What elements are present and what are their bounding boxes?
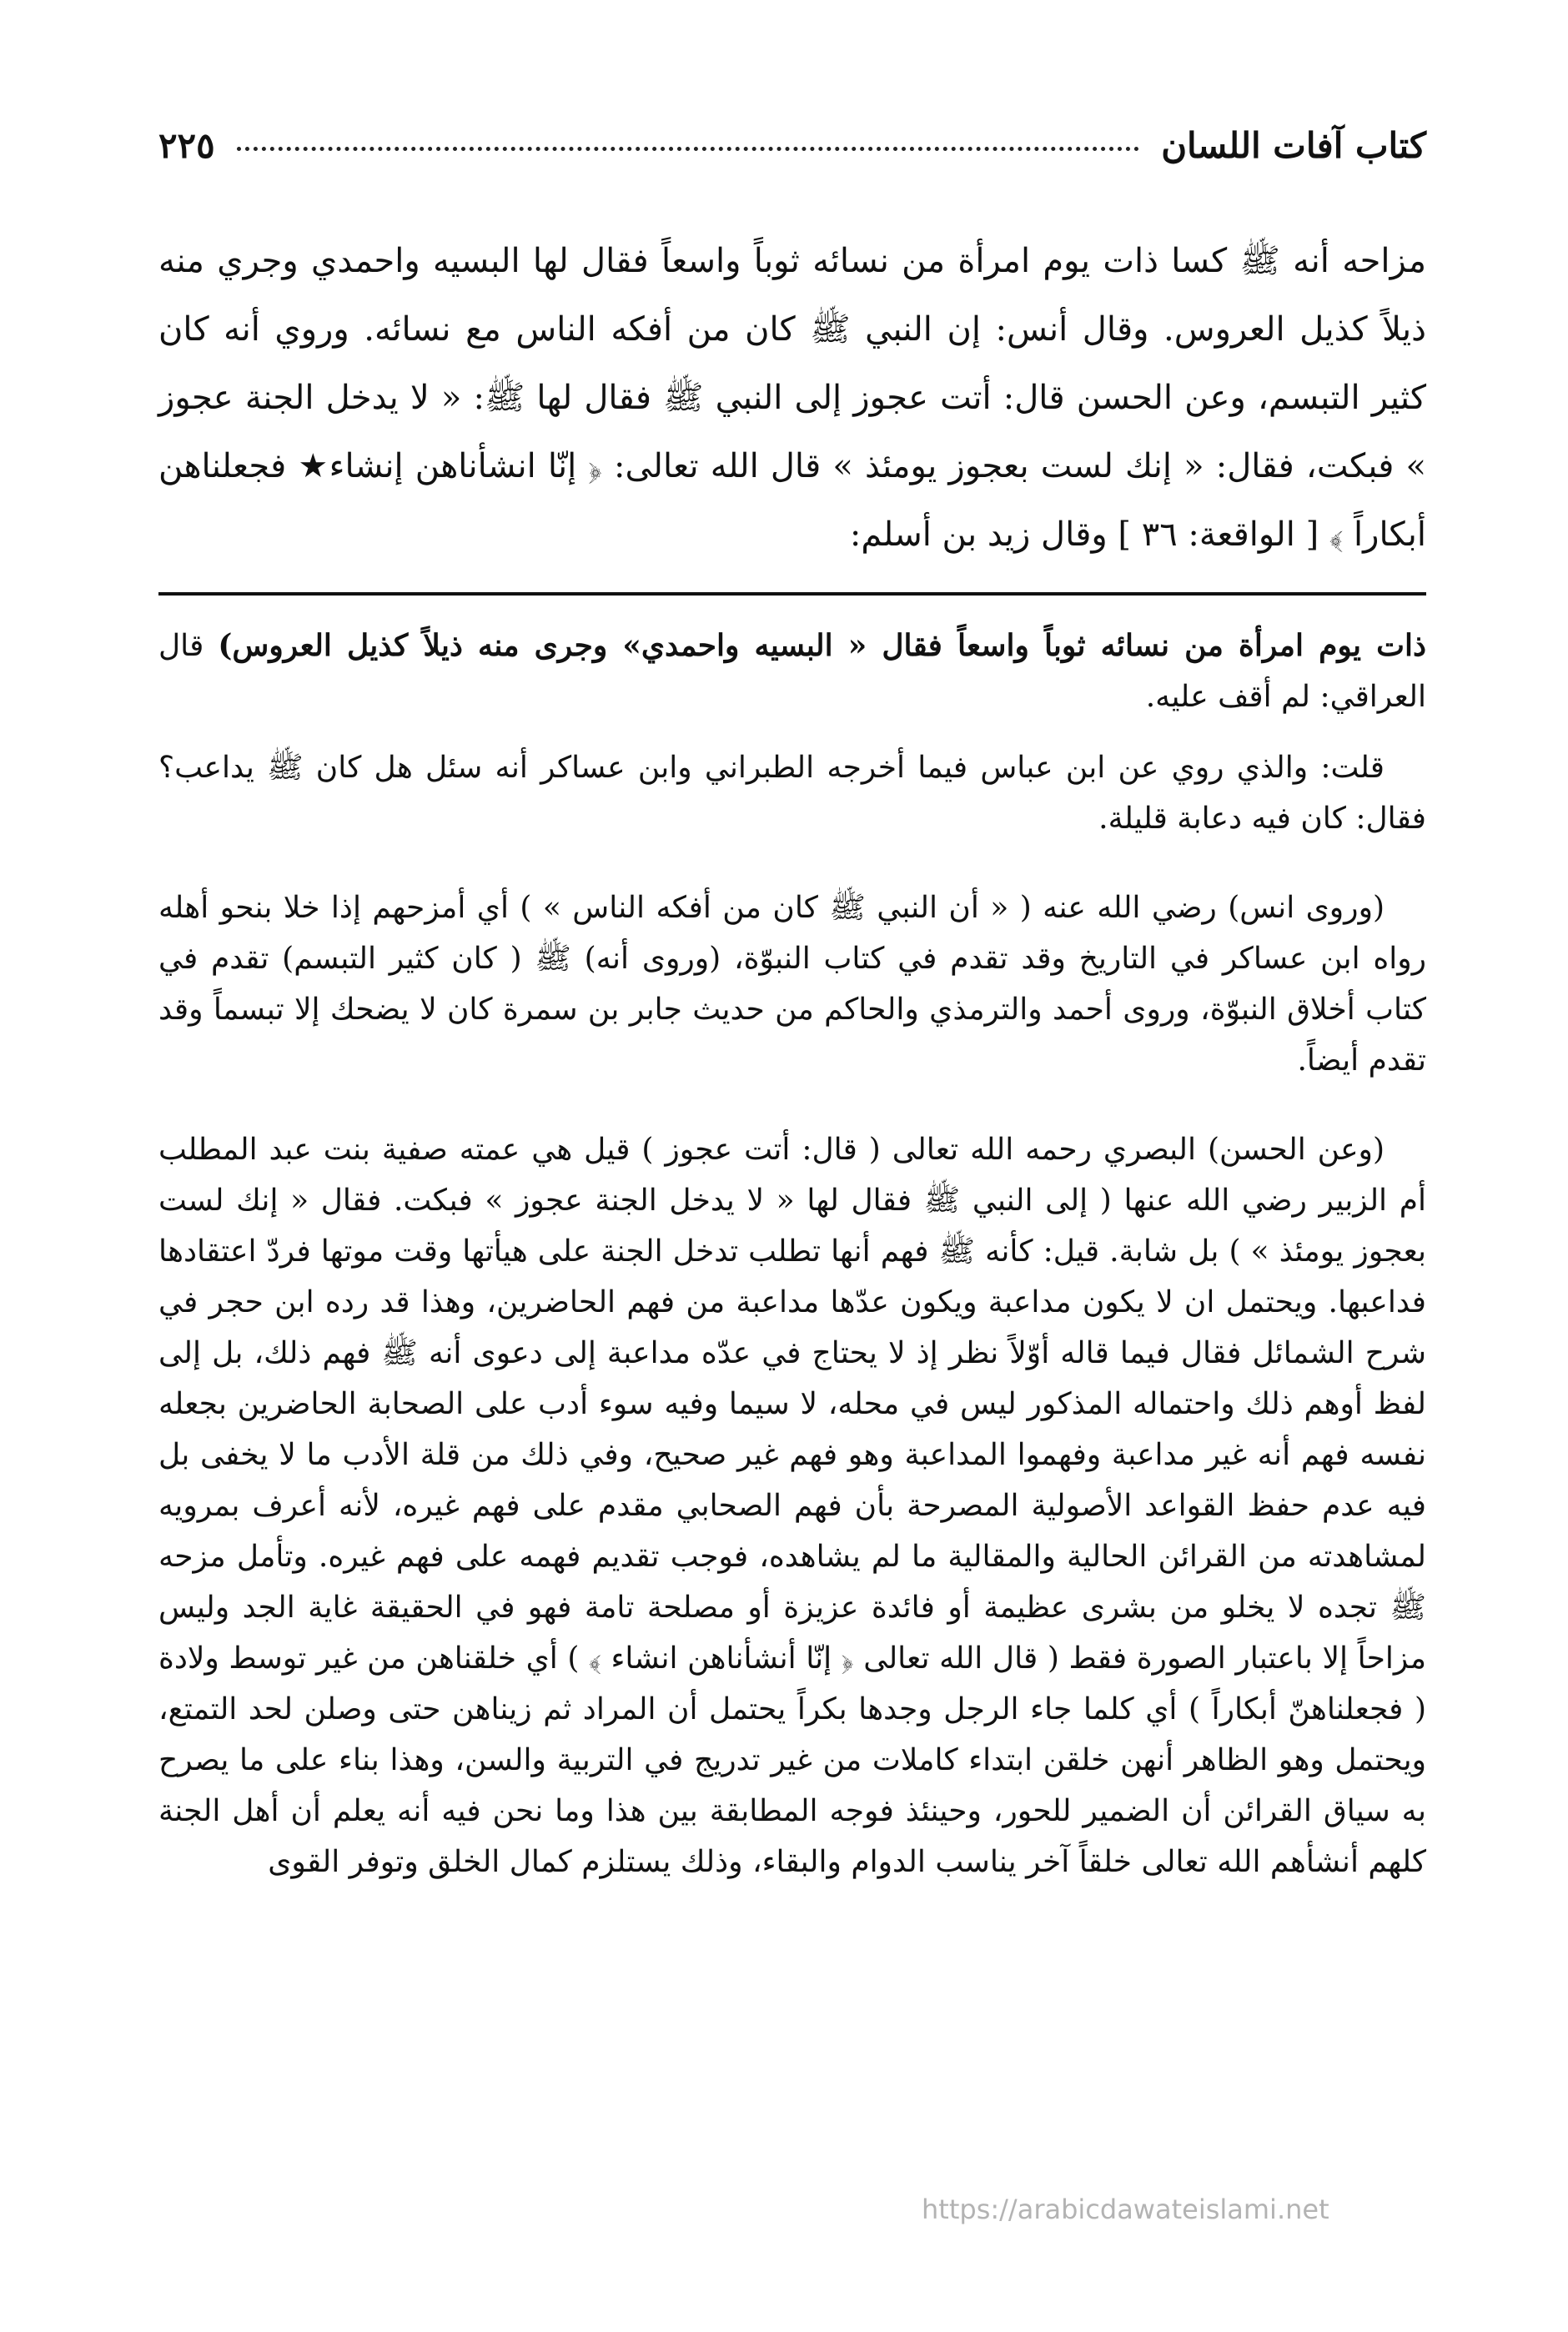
commentary-paragraph-3: (وروى انس) رضي الله عنه ( « أن النبي ﷺ كان من أفكه الناس » ) أي أمزحهم إذا خلا بنحو أهله رواه ابن عساكر في التاريخ وقد تقدم في كتاب النبوّة، (وروى أنه) ﷺ ( كان كثير التبسم) تقدم في كتاب أخلاق النبوّة، وروى أحمد والترمذي والحاكم من حديث جابر بن سمرة كان لا يضحك إلا تبسماً وقد تقدم أيضاً. bbox=[158, 891, 1426, 1078]
commentary-paragraph-1 bbox=[158, 621, 1426, 722]
commentary-paragraph-4: (وعن الحسن) البصري رحمه الله تعالى ( قال: أتت عجوز ) قيل هي عمته صفية بنت عبد المطلب أم الزبير رضي الله عنها ( إلى النبي ﷺ فقال لها « لا يدخل الجنة عجوز » فبكت. فقال « إنك لست بعجوز يومئذ » ) بل شابة. قيل: كأنه ﷺ فهم أنها تطلب تدخل الجنة على هيأتها وقت موتها فردّ اعتقادها فداعبها. ويحتمل ان لا يكون مداعبة ويكون عدّها مداعبة من فهم الحاضرين، وهذا قد رده ابن حجر في شرح الشمائل فقال فيما قاله أوّلاً نظر إذ لا يحتاج في عدّه مداعبة إلى دعوى أنه ﷺ فهم ذلك، بل إلى لفظ أوهم ذلك واحتماله المذكور ليس في محله، لا سيما وفيه سوء أدب على الصحابة الحاضرين بجعله نفسه فهم أنه غير مداعبة وفهموا المداعبة وهو فهم غير صحيح، وفي ذلك من قلة الأدب ما لا يخفى بل فيه عدم حفظ القواعد الأصولية المصرحة بأن فهم الصحابي مقدم على فهم غيره، لأنه أعرف بمرويه لمشاهدته من القرائن الحالية والمقالية ما لم يشاهده، فوجب تقديم فهمه على فهم غيره. وتأمل مزحه ﷺ تجده لا يخلو من بشرى عظيمة أو فائدة عزيزة أو مصلحة تامة فهو في الحقيقة غاية الجد وليس مزاحاً إلا باعتبار الصورة فقط ( قال الله تعالى ﴿ إنّا أنشأناهن انشاء ﴾ ) أي خلقناهن من غير توسط ولادة ( فجعلناهنّ أبكاراً ) أي كلما جاء الرجل وجدها بكراً يحتمل أن المراد ثم زيناهن حتى وصلن لحد التمتع، ويحتمل وهو الظاهر أنهن خلقن ابتداء كاملات من غير تدريج في التربية والسن، وهذا بناء على ما يصرح به سياق القرائن أن الضمير للحور، وحينئذ فوجه المطابقة بين هذا وما نحن فيه أنه يعلم أن أهل الجنة كلهم أنشأهم الله تعالى خلقاً آخر يناسب الدوام والبقاء، وذلك يستلزم كمال الخلق وتوفر القوى bbox=[158, 1133, 1427, 1879]
book-page bbox=[158, 125, 1426, 2260]
watermark-url: https://arabicdawateislami.net bbox=[922, 2194, 1329, 2225]
commentary bbox=[158, 621, 1426, 1887]
main-text bbox=[158, 227, 1426, 569]
commentary-paragraph-2: قلت: والذي روي عن ابن عباس فيما أخرجه الطبراني وابن عساكر أنه سئل هل كان ﷺ يداعب؟ فقال: كان فيه دعابة قليلة. bbox=[158, 751, 1426, 836]
page-number: ٢٢٥ bbox=[158, 125, 215, 166]
commentary-quoted-text: ذات يوم امرأة من نسائه ثوباً واسعاً فقال « البسيه واحمدي» وجرى منه ذيلاً كذيل العروس) bbox=[218, 628, 1426, 663]
separator-rule bbox=[158, 592, 1426, 596]
page-header bbox=[158, 125, 1426, 183]
main-text-paragraph: مزاحه أنه ﷺ كسا ذات يوم امرأة من نسائه ثوباً واسعاً فقال لها البسيه واحمدي وجري منه ذيلاً كذيل العروس. وقال أنس: إن النبي ﷺ كان من أفكه الناس مع نسائه. وروي أنه كان كثير التبسم، وعن الحسن قال: أتت عجوز إلى النبي ﷺ فقال لها ﷺ: « لا يدخل الجنة عجوز » فبكت، فقال: « إنك لست بعجوز يومئذ » قال الله تعالى: ﴿ إنّا انشأناهن إنشاء★ فجعلناهن أبكاراً ﴾ [ الواقعة: ٣٦ ] وقال زيد بن أسلم: bbox=[158, 242, 1426, 554]
commentary-note: قال العراقي: لم أقف عليه. bbox=[158, 629, 1426, 714]
header-dotted-leader bbox=[237, 138, 1140, 151]
running-title: كتاب آفات اللسان bbox=[1161, 125, 1426, 166]
